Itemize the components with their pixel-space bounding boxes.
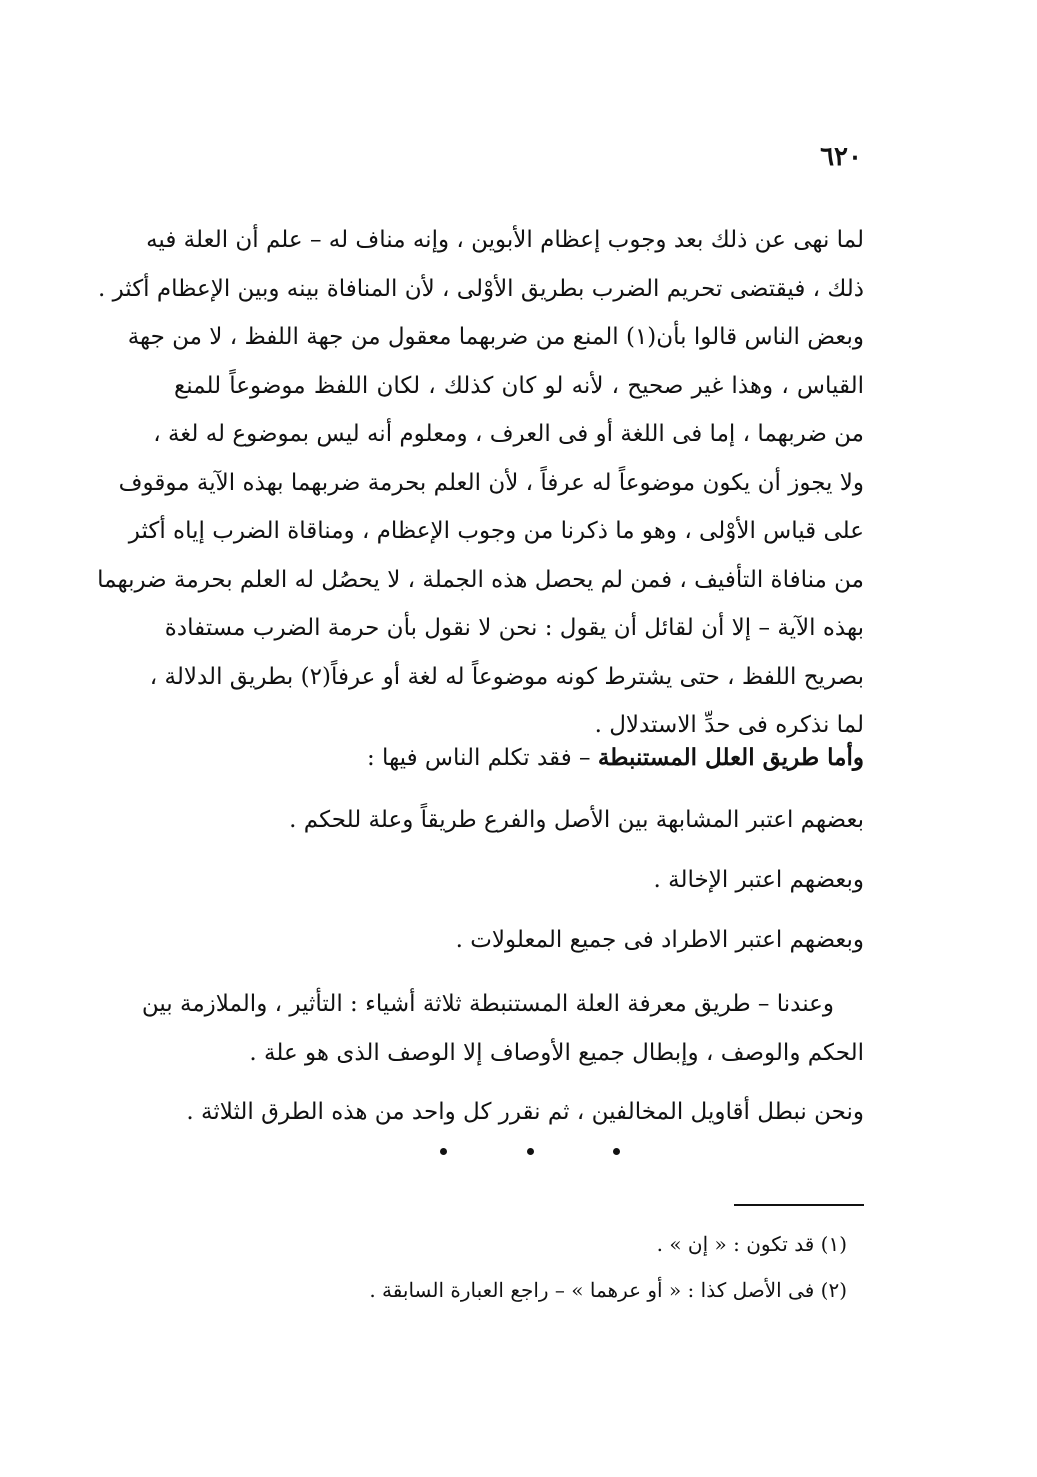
body-paragraph-1 [97, 216, 864, 750]
section-heading-bold: وأما طريق العلل المستنبطة [597, 744, 864, 771]
text-line: ذلك ، فيقتضى تحريم الضرب بطريق الأوْلى ، لأن المنافاة بينه وبين الإعظام أكثر . [97, 275, 864, 302]
text-line: لما نهى عن ذلك بعد وجوب إعظام الأبوين ، وإنه مناف له – علم أن العلة فيه [146, 227, 864, 253]
body-paragraph-6 [141, 980, 864, 1077]
text-line: من ضربهما ، إما فى اللغة أو فى العرف ، ومعلوم أنه ليس بموضوع له لغة ، [153, 421, 864, 447]
body-paragraph-7: ونحن نبطل أقاويل المخالفين ، ثم نقرر كل واحد من هذه الطرق الثلاثة . [186, 1099, 864, 1125]
section-heading-rest: – فقد تكلم الناس فيها : [367, 745, 598, 771]
text-line: وبعض الناس قالوا بأن(١) المنع من ضربهما معقول من جهة اللفظ ، لا من جهة [127, 324, 864, 350]
text-line: ولا يجوز أن يكون موضوعاً له عرفاً ، لأن العلم بحرمة ضربهما بهذه الآية موقوف [118, 469, 864, 496]
body-paragraph-4: وبعضهم اعتبر الإخالة . [653, 867, 864, 893]
text-line: وعندنا – طريق معرفة العلة المستنبطة ثلاثة أشياء : التأثير ، والملازمة بين [141, 991, 834, 1017]
text-line: القياس ، وهذا غير صحيح ، لأنه لو كان كذلك ، لكان اللفظ موضوعاً للمنع [174, 372, 864, 399]
separator-dot [613, 1148, 620, 1155]
text-line: من منافاة التأفيف ، فمن لم يحصل هذه الجملة ، لا يحصُل له العلم بحرمة ضربهما [97, 566, 864, 593]
page-number: ٦٢٠ [820, 142, 862, 172]
text-line: لما نذكره فى حدِّ الاستدلال . [594, 712, 864, 738]
footnote-divider [734, 1204, 864, 1206]
separator-dot [527, 1148, 534, 1155]
body-paragraph-5: وبعضهم اعتبر الاطراد فى جميع المعلولات . [455, 927, 864, 953]
separator-dot [440, 1148, 447, 1155]
text-line: الحكم والوصف ، وإبطال جميع الأوصاف إلا الوصف الذى هو علة . [249, 1039, 864, 1066]
footnote-2: (٢) فى الأصل كذا : « أو عرهما » – راجع العبارة السابقة . [369, 1278, 847, 1302]
text-line: بصريح اللفظ ، حتى يشترط كونه موضوعاً له لغة أو عرفاً(٢) بطريق الدلالة ، [149, 663, 864, 690]
text-line: على قياس الأوْلى ، وهو ما ذكرنا من وجوب الإعظام ، ومناقاة الضرب إياه أكثر [128, 518, 864, 544]
footnote-1: (١) قد تكون : « إن » . [656, 1232, 847, 1256]
section-heading-paragraph [204, 738, 864, 778]
text-line: بهذه الآية – إلا أن لقائل أن يقول : نحن لا نقول بأن حرمة الضرب مستفادة [164, 615, 864, 641]
body-paragraph-3: بعضهم اعتبر المشابهة بين الأصل والفرع طريقاً وعلة للحكم . [289, 807, 864, 833]
section-separator [440, 1148, 620, 1155]
